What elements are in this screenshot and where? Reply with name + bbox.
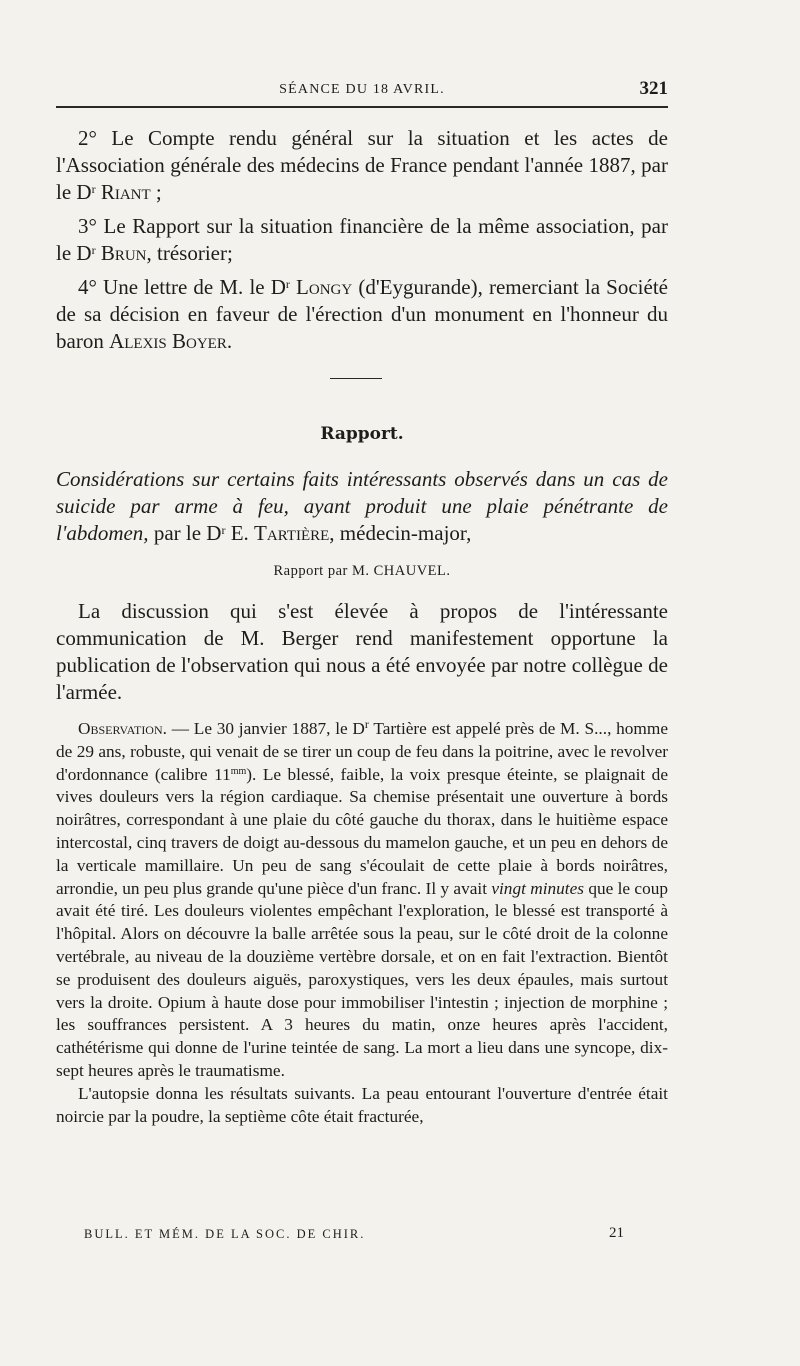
item-4 [56,274,668,355]
rapport-title-initial: E. [225,521,255,545]
autopsy-paragraph: L'autopsie donna les résultats suivants. La peau entourant l'ouverture d'entrée était noircie par la poudre, la septième côte était fracturée, [56,1083,668,1126]
observation-label: Observation. [78,719,167,738]
item-2 [56,125,668,206]
enumerated-items [56,125,668,362]
observation-text-c: ). Le blessé, faible, la voix presque éteinte, se plaignait de vives douleurs vers la région cardiaque. Sa chemise présentait une ouverture à bords noirâtres, correspondant à une plaie du côté gauche du thorax, dans le huitième espace intercostal, cinq travers de doigt au-dessous du mamelon gauche, et un peu en dehors de la verticale mamillaire. Un peu de sang s'écoulait de cette plaie à bords noirâtres, arrondie, un peu plus grande qu'une pièce d'un franc. Il y avait [56,764,668,898]
item-4-name-2: Alexis Boyer [109,329,227,353]
observation-paragraph [56,718,668,1083]
item-3-text: 3° Le Rapport sur la situation financière de la même association, par le D [56,214,668,265]
section-divider [330,378,382,379]
observation-text-a: — Le 30 janvier 1887, le D [166,719,365,738]
item-3-name: Brun [100,241,147,265]
item-3-sup: r [91,243,96,257]
rapport-heading: Rapport. [320,424,404,444]
observation-block [56,718,668,1128]
item-2-sup: r [91,182,96,196]
item-2-name: Riant [100,180,151,204]
rapport-title-block [56,466,668,547]
item-3 [56,213,668,267]
intro-paragraph-block [56,598,668,713]
intro-paragraph: La discussion qui s'est élevée à propos de l'intéressante communication de M. Berger rend manifestement opportune la publication de l'observation qui nous a été envoyée par notre collègue de l'armée. [56,599,668,704]
page-number: 321 [639,78,668,99]
page-footer [84,1227,624,1247]
running-head [56,78,668,102]
item-4-text-b: (d'Eygurande), remerciant la Société de sa décision en faveur de l'érection d'un monument en l'honneur du baron [56,275,668,353]
item-4-sup: r [285,277,290,291]
observation-italic: vingt minutes [491,878,584,898]
observation-text-b: Tartière est appelé près de M. S..., homme de 29 ans, robuste, qui venait de se tirer un coup de feu dans la poitrine, avec le revolver d'ordonnance (calibre 11 [56,719,668,784]
rapport-title-by: par le D [148,521,222,545]
item-2-text: 2° Le Compte rendu général sur la situation et les actes de l'Association générale des médecins de France pendant l'année 1887, par le D [56,126,668,204]
item-4-name: Longy [296,275,353,299]
running-head-title: SÉANCE DU 18 AVRIL. [279,82,445,97]
rapport-title [56,466,668,547]
rapport-title-end: , médecin-major, [329,521,472,545]
observation-sup: r [364,717,369,731]
rapport-title-sup: r [221,523,226,537]
rapport-title-italic: Considérations sur certains faits intéressants observés dans un cas de suicide par arme à feu, ayant produit une plaie pénétrante de l'abdomen, [56,467,668,545]
item-3-end: , trésorier; [146,241,233,265]
item-2-end: ; [150,180,162,204]
item-4-text: 4° Une lettre de M. le D [78,275,286,299]
header-rule [56,106,668,108]
footer-signature: 21 [609,1225,624,1241]
item-4-end: . [226,329,233,353]
observation-sup-mm: mm [230,765,247,777]
footer-journal: BULL. ET MÉM. DE LA SOC. DE CHIR. [84,1227,366,1241]
observation-text-d: que le coup avait été tiré. Les douleurs violentes empêchant l'exploration, le blessé est transporté à l'hôpital. Alors on découvre la balle arrêtée sous la peau, sur le côté droit de la colonne vertébrale, au niveau de la douzième vertèbre dorsale, et on en fait l'extraction. Bientôt se produisent des douleurs aiguës, paroxystiques, vers les deux épaules, mais surtout vers la droite. Opium à haute dose pour immobiliser l'intestin ; injection de morphine ; les souffrances persistent. A 3 heures du matin, onze heures après l'accident, cathétérisme qui donne de l'urine teintée de sang. La mort a lieu dans une syncope, dix-sept heures après le traumatisme. [56,878,668,1080]
rapport-author-name: Tartière [254,521,330,545]
rapport-by-line: Rapport par M. CHAUVEL. [273,563,451,579]
